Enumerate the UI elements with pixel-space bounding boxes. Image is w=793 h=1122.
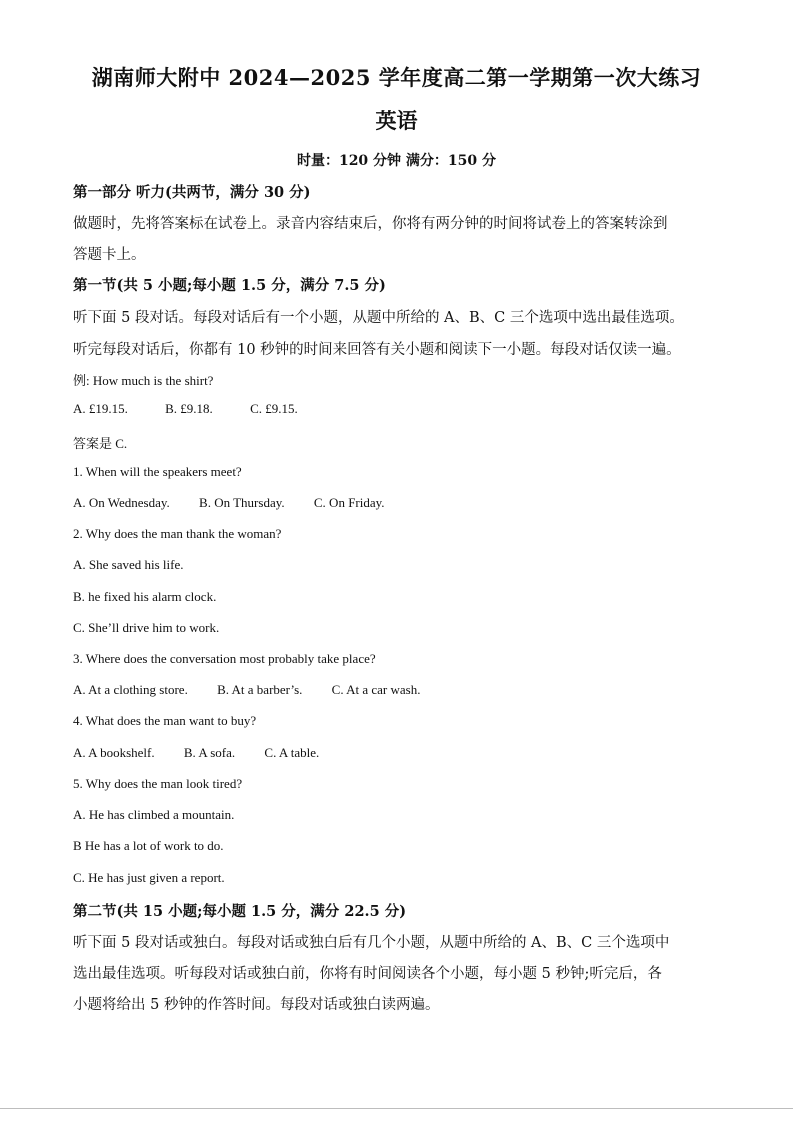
question-2-option-c: C. She’ll drive him to work. xyxy=(73,620,220,635)
option-b: B. At a barber’s. xyxy=(217,682,303,697)
option-a: A. A bookshelf. xyxy=(73,745,155,760)
section1-instruction-line: 听下面 5 段对话。每段对话后有一个小题，从题中所给的 A、B、C 三个选项中选出最佳选项。 xyxy=(73,310,684,326)
option-c: C. On Friday. xyxy=(313,495,385,510)
question-1: 1. When will the speakers meet? xyxy=(73,464,242,479)
example-options xyxy=(73,401,298,417)
question-2-option-b: B. he fixed his alarm clock. xyxy=(73,589,217,604)
question-3: 3. Where does the conversation most probably take place? xyxy=(73,651,376,666)
option-a: A. At a clothing store. xyxy=(73,682,188,697)
exam-title: 湖南师大附中 2024—2025 学年度高二第一学期第一次大练习 xyxy=(91,65,702,90)
section1-heading: 第一节(共 5 小题;每小题 1.5 分，满分 7.5 分) xyxy=(73,277,386,294)
section2-instruction-line: 听下面 5 段对话或独白。每段对话或独白后有几个小题，从题中所给的 A、B、C 三个选项中 xyxy=(73,935,670,951)
section2-instruction-line: 选出最佳选项。听每段对话或独白前，你将有时间阅读各个小题，每小题 5 秒钟;听完后，各 xyxy=(73,966,662,982)
section2-instruction-line: 小题将给出 5 秒钟的作答时间。每段对话或独白读两遍。 xyxy=(73,997,440,1013)
example-answer: 答案是 C. xyxy=(73,436,128,451)
question-5-option-a: A. He has climbed a mountain. xyxy=(73,807,235,822)
page-bottom-divider xyxy=(0,1108,793,1109)
part1-heading: 第一部分 听力(共两节，满分 30 分) xyxy=(73,184,311,201)
section2-heading: 第二节(共 15 小题;每小题 1.5 分，满分 22.5 分) xyxy=(73,903,407,920)
part1-instruction-line: 答题卡上。 xyxy=(73,247,146,263)
question-5-option-b: B He has a lot of work to do. xyxy=(73,838,224,853)
option-b: B. On Thursday. xyxy=(199,495,285,510)
question-1-options xyxy=(73,495,385,511)
question-4: 4. What does the man want to buy? xyxy=(73,713,257,728)
question-3-options xyxy=(73,682,420,698)
question-2: 2. Why does the man thank the woman? xyxy=(73,526,282,541)
question-5-option-c: C. He has just given a report. xyxy=(73,870,225,885)
question-4-options xyxy=(73,745,319,761)
subject-title: 英语 xyxy=(375,108,418,133)
question-5: 5. Why does the man look tired? xyxy=(73,776,243,791)
section1-instruction-line: 听完每段对话后，你都有 10 秒钟的时间来回答有关小题和阅读下一小题。每段对话仅读一遍。 xyxy=(73,342,681,358)
option-a: A. £19.15. xyxy=(73,401,128,416)
exam-time-score: 时量：120 分钟 满分：150 分 xyxy=(296,153,497,169)
option-c: C. A table. xyxy=(264,745,320,760)
option-c: C. At a car wash. xyxy=(331,682,421,697)
option-b: B. £9.18. xyxy=(165,401,213,416)
part1-instruction-line: 做题时，先将答案标在试卷上。录音内容结束后，你将有两分钟的时间将试卷上的答案转涂到 xyxy=(73,216,668,232)
question-2-option-a: A. She saved his life. xyxy=(73,557,184,572)
example-question: 例: How much is the shirt? xyxy=(73,373,214,388)
option-a: A. On Wednesday. xyxy=(73,495,170,510)
option-b: B. A sofa. xyxy=(183,745,236,760)
option-c: C. £9.15. xyxy=(250,401,298,416)
